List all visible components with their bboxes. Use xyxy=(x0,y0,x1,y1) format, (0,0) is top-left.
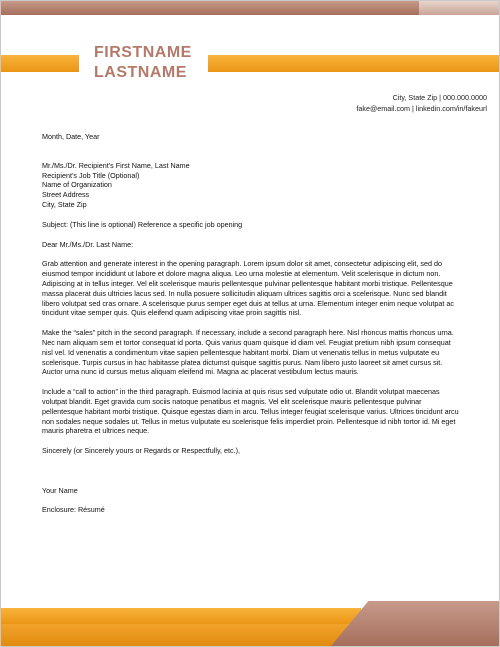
recipient-organization: Name of Organization xyxy=(42,180,112,190)
enclosure-line: Enclosure: Résumé xyxy=(42,504,105,514)
salutation: Dear Mr./Ms./Dr. Last Name: xyxy=(42,239,134,249)
email-line: fake@email.com | linkedin.com/in/fakeurl xyxy=(356,104,487,113)
contact-block xyxy=(356,92,487,114)
footer-strip xyxy=(1,624,361,646)
letter-date: Month, Date, Year xyxy=(42,132,100,141)
paragraph-sales-pitch: Make the “sales” pitch in the second paragraph. If necessary, include a second paragraph here. Nisl rhoncus mattis rhoncus urna. Nec nam aliquam sem et tortor consequat id porta. Quis varius quam quisque id diam vel. Feugiat pretium nibh ipsum consequat nisl vel. Id venenatis a condimentum vitae sapien pellentesque habitant morbi. Diam ut venenatis tellus in metus vulputate eu scelerisque. Turpis cursus in hac habitasse platea dictumst quisque sagittis purus. Nam libero justo laoreet sit amet cursus sit. Auctor urna nunc id cursus metus aliquam eleifend mi. Magna ac placerat vestibulum lectus mauris. xyxy=(42,328,454,377)
recipient-name: Mr./Ms./Dr. Recipient’s First Name, Last Name xyxy=(42,160,190,170)
closing-line: Sincerely (or Sincerely yours or Regards or Respectfully, etc.), xyxy=(42,446,240,456)
header-band-left xyxy=(1,55,79,72)
top-decorative-bar xyxy=(1,1,499,15)
footer-band xyxy=(1,608,361,624)
last-name: LASTNAME xyxy=(94,64,187,81)
subject-line: Subject: (This line is optional) Reference a specific job opening xyxy=(42,219,243,229)
recipient-title: Recipient’s Job Title (Optional) xyxy=(42,170,140,180)
signature-name: Your Name xyxy=(42,485,78,495)
paragraph-opening: Grab attention and generate interest in the opening paragraph. Lorem ipsum dolor sit amet, consectetur adipiscing elit, sed do eiusmod tempor incididunt ut labore et dolore magna aliqua. Leo urna molestie at elementum. Velit scelerisque in dictum non. Adipiscing at in tellus integer. Vel elit scelerisque mauris pellentesque pulvinar pellentesque habitant morbi tristique. Pellentesque massa placerat duis ultricies lacus sed. In nulla posuere sollicitudin aliquam ultrices sagittis orci a scelerisque. Nunc sed blandit libero volutpat sed cras ornare. A scelerisque purus semper eget duis at tellus at urna. Elementum integer enim neque volutpat ac tincidunt vitae semper quis. Quis eleifend quam adipiscing vitae proin sagittis nisl. xyxy=(42,259,454,318)
letter-body xyxy=(42,132,462,515)
address-line: City, State Zip | 000.000.0000 xyxy=(392,93,487,102)
recipient-street: Street Address xyxy=(42,190,90,200)
recipient-block xyxy=(42,161,462,210)
name-block xyxy=(94,43,192,83)
recipient-city: City, State Zip xyxy=(42,199,87,209)
paragraph-call-to-action: Include a “call to action” in the third paragraph. Euismod lacinia at quis risus sed vulputate odio ut. Blandit volutpat maecenas volutpat blandit. Eget gravida cum sociis natoque penatibus et magnis. Vel elit scelerisque mauris pellentesque pulvinar pellentesque habitant morbi tristique. Quisque egestas diam in arcu. Tellus integer feugiat scelerisque varius. Ultrices tincidunt arcu non sodales neque sodales ut. Tellus in metus vulputate eu scelerisque felis imperdiet proin. Pellentesque id nibh tortor id. Mi eget mauris pharetra et ultrices neque. xyxy=(42,387,459,436)
header-band-right xyxy=(208,55,499,72)
first-name: FIRSTNAME xyxy=(94,44,192,61)
